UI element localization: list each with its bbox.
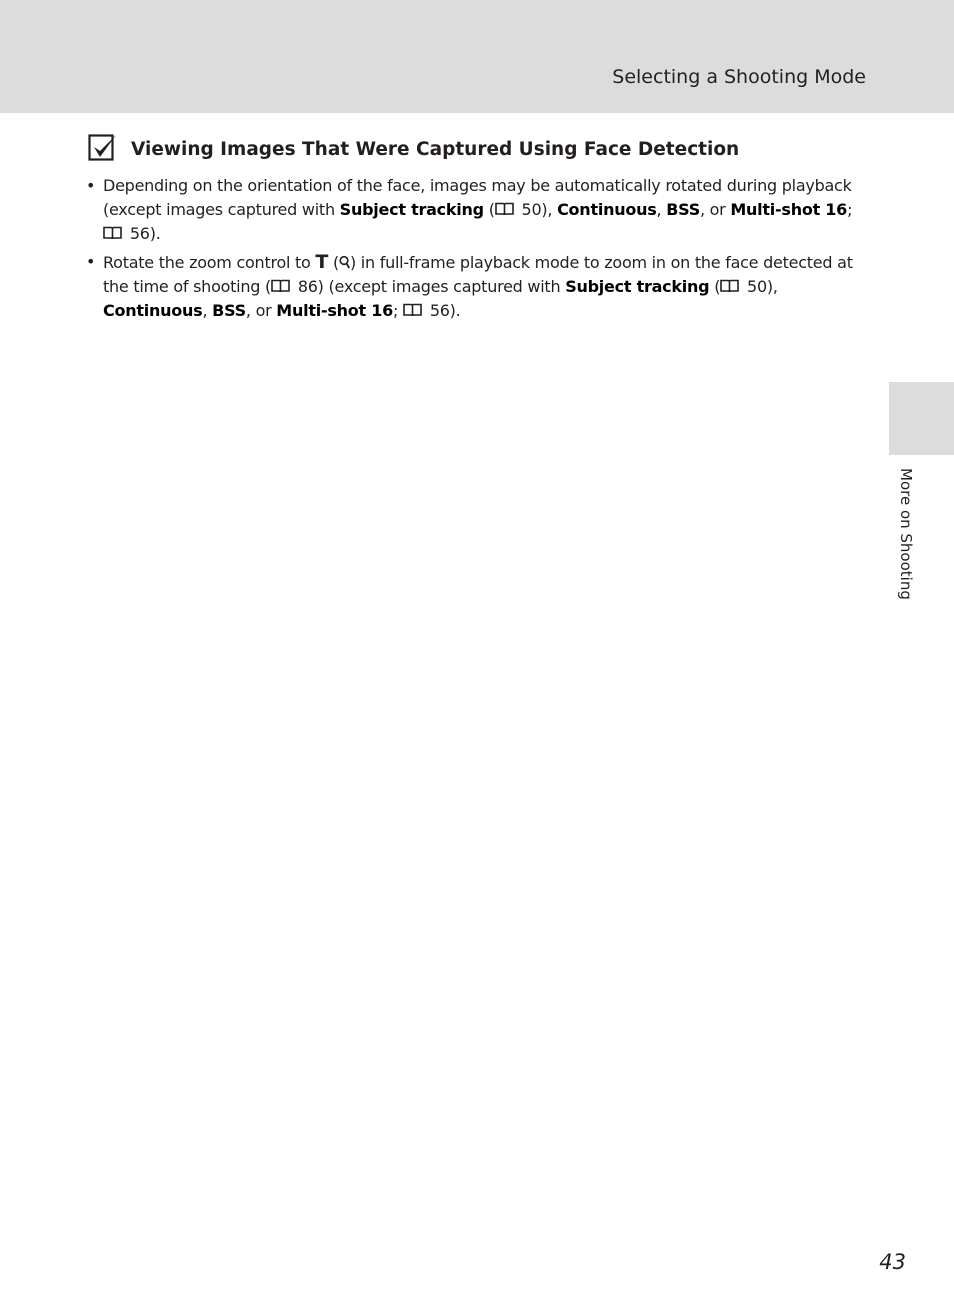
mode-name-multi-shot-16: Multi-shot 16 — [276, 301, 393, 320]
text-run: ; — [393, 301, 403, 320]
text-run: 50), — [742, 277, 778, 296]
mode-name-continuous: Continuous — [557, 200, 657, 219]
note-title: Viewing Images That Were Captured Using Face Detection — [131, 138, 740, 160]
bullet-list — [86, 174, 868, 327]
chapter-tab-label: More on Shooting — [897, 468, 915, 600]
text-run: 56). — [424, 301, 461, 320]
text-run: ( — [328, 253, 339, 272]
bullet-dot: • — [86, 176, 96, 195]
header-band — [0, 0, 954, 113]
text-run: 86) (except images captured with — [292, 277, 566, 296]
text-run: Rotate the zoom control to — [103, 253, 316, 272]
playback-zoom-magnifier-icon — [339, 255, 350, 269]
list-item — [86, 174, 868, 246]
text-run: ) in full-frame playback mode to zoom in on the face detected at the time of shooting ( — [103, 253, 853, 296]
note-heading — [88, 133, 868, 165]
book-reference-icon — [271, 279, 290, 293]
text-run: , — [202, 301, 213, 320]
mode-name-bss: BSS — [212, 301, 246, 320]
text-run: ( — [709, 277, 721, 296]
section-title: Selecting a Shooting Mode — [612, 66, 866, 88]
text-run: ( — [483, 200, 495, 219]
mode-name-subject-tracking: Subject tracking — [565, 277, 710, 296]
mode-name-subject-tracking: Subject tracking — [339, 200, 484, 219]
text-run: ; — [847, 200, 853, 219]
book-reference-icon — [403, 303, 422, 317]
text-run: Depending on the orientation of the face, images may be automatically rotated during playback (except images captured with — [103, 176, 852, 219]
text-run: , or — [245, 301, 277, 320]
text-run: 56). — [125, 224, 161, 243]
text-run: , — [656, 200, 667, 219]
page-number: 43 — [879, 1250, 906, 1274]
mode-name-multi-shot-16: Multi-shot 16 — [730, 200, 848, 219]
book-reference-icon — [495, 202, 514, 216]
book-reference-icon — [720, 279, 739, 293]
check-mark-icon — [88, 134, 118, 164]
text-run: 50), — [516, 200, 558, 219]
mode-name-bss: BSS — [666, 200, 700, 219]
text-run: , or — [699, 200, 731, 219]
list-item — [86, 250, 868, 323]
telephoto-t-glyph: T — [315, 251, 329, 273]
mode-name-continuous: Continuous — [103, 301, 203, 320]
bullet-dot: • — [86, 252, 96, 271]
chapter-tab — [889, 382, 954, 455]
book-reference-icon — [103, 226, 122, 240]
